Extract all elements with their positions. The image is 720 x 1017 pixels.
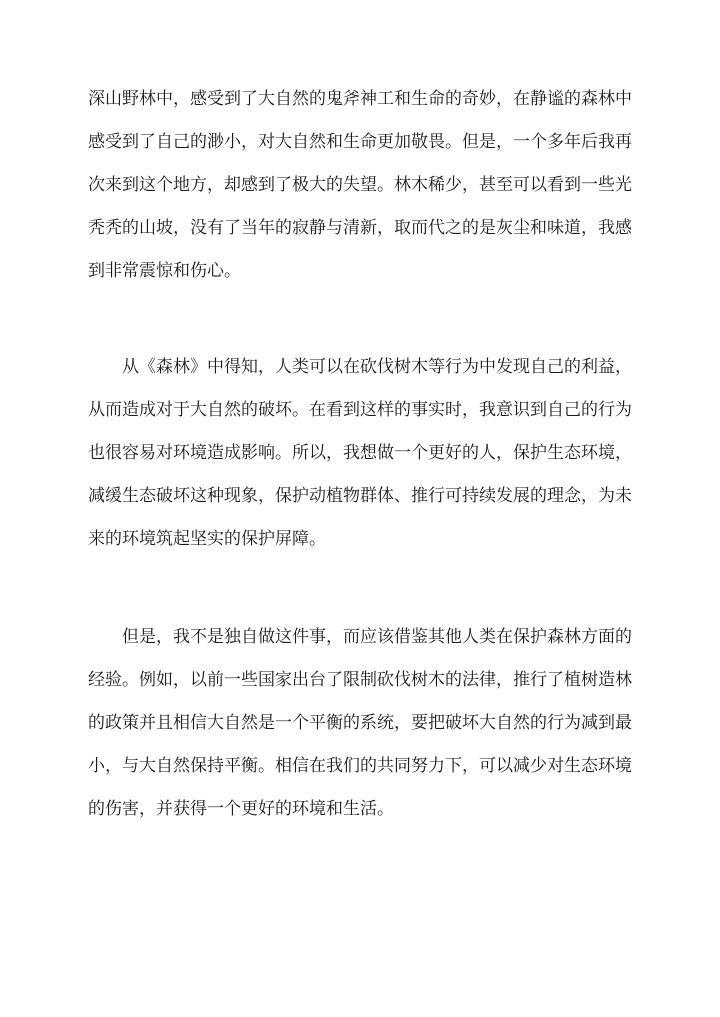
paragraph-line: 的政策并且相信大自然是一个平衡的系统，要把破坏大自然的行为减到最 xyxy=(88,713,632,733)
paragraph-line: 来的环境筑起坚实的保护屏障。 xyxy=(88,529,326,549)
paragraph-2 xyxy=(88,346,648,561)
paragraph-3 xyxy=(88,616,648,831)
paragraph-line: 减缓生态破坏这种现象，保护动植物群体、推行可持续发展的理念，为未 xyxy=(88,486,632,506)
paragraph-line: 但是，我不是独自做这件事，而应该借鉴其他人类在保护森林方面的 xyxy=(122,627,632,647)
paragraph-line: 的伤害，并获得一个更好的环境和生活。 xyxy=(88,799,394,819)
paragraph-line: 深山野林中，感受到了大自然的鬼斧神工和生命的奇妙，在静谧的森林中 xyxy=(88,89,632,109)
paragraph-line: 从而造成对于大自然的破坏。在看到这样的事实时，我意识到自己的行为 xyxy=(88,400,632,420)
paragraph-line: 感受到了自己的渺小，对大自然和生命更加敬畏。但是，一个多年后我再 xyxy=(88,132,632,152)
paragraph-line: 经验。例如，以前一些国家出台了限制砍伐树木的法律，推行了植树造林 xyxy=(88,670,632,690)
paragraph-line: 次来到这个地方，却感到了极大的失望。林木稀少，甚至可以看到一些光 xyxy=(88,175,632,195)
paragraph-line: 秃秃的山坡，没有了当年的寂静与清新，取而代之的是灰尘和味道，我感 xyxy=(88,218,632,238)
paragraph-line: 到非常震惊和伤心。 xyxy=(88,261,241,281)
paragraph-1 xyxy=(88,78,648,293)
paragraph-line: 小，与大自然保持平衡。相信在我们的共同努力下，可以减少对生态环境 xyxy=(88,756,632,776)
paragraph-line: 也很容易对环境造成影响。所以，我想做一个更好的人，保护生态环境， xyxy=(88,443,632,463)
paragraph-line: 从《森林》中得知，人类可以在砍伐树木等行为中发现自己的利益， xyxy=(122,357,632,377)
